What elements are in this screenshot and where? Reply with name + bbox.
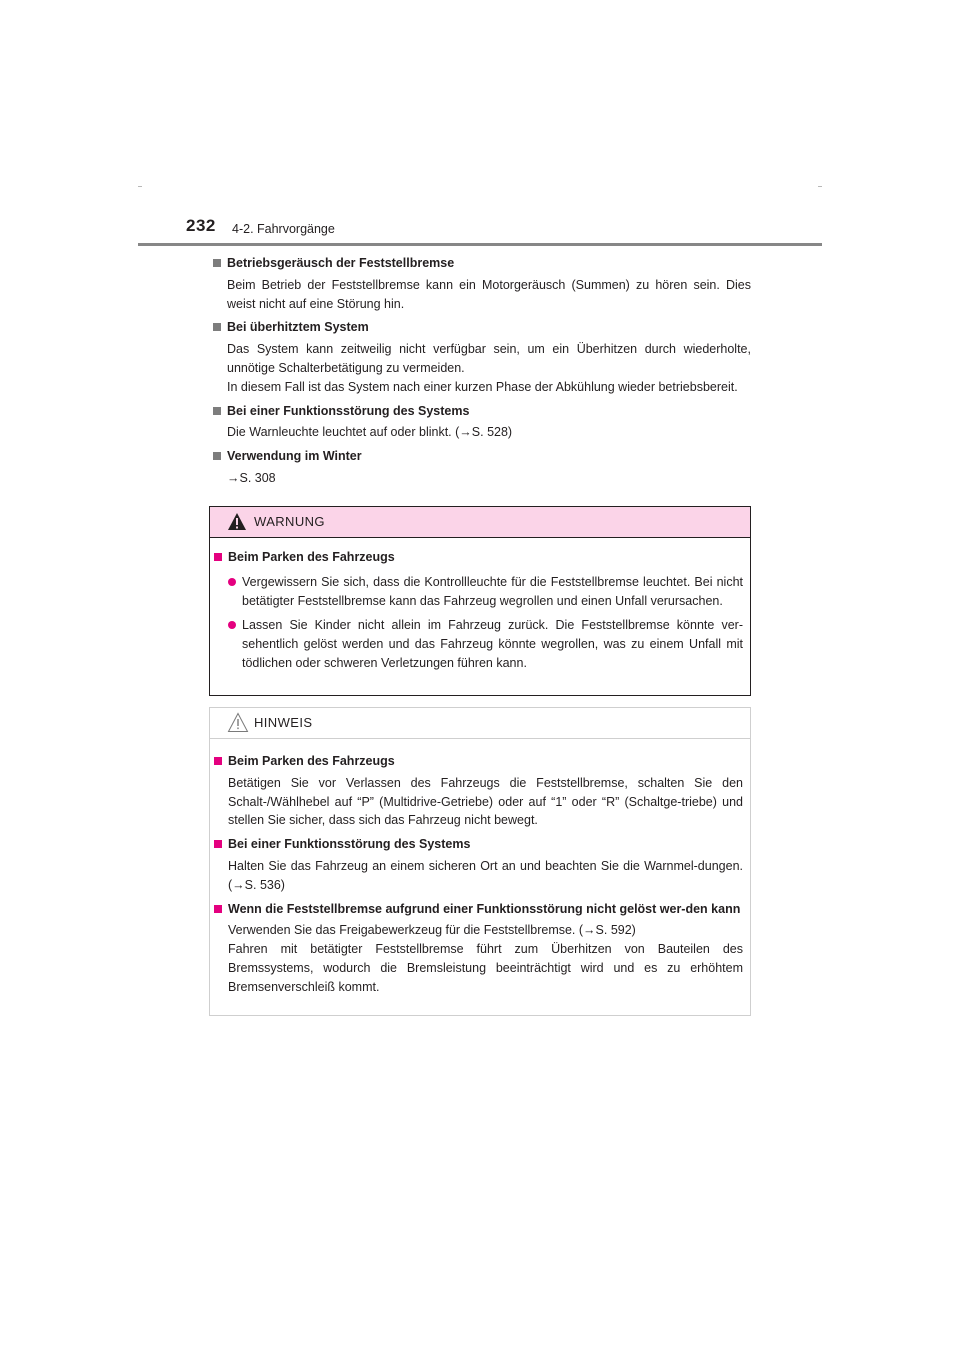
crop-mark-right — [818, 186, 822, 187]
square-bullet-icon — [214, 757, 222, 765]
square-bullet-icon — [213, 259, 221, 267]
square-bullet-icon — [214, 905, 222, 913]
circle-bullet-icon — [228, 621, 236, 629]
square-bullet-icon — [213, 452, 221, 460]
caution-triangle-icon — [227, 712, 249, 733]
notice-section-body: Halten Sie das Fahrzeug an einem sicheren Ort an und beachten Sie die Warnmel-dungen. (→S. 536) — [228, 858, 743, 892]
warning-heading: Beim Parken des Fahrzeugs — [212, 548, 743, 567]
circle-bullet-icon — [228, 578, 236, 586]
warning-bullet: Vergewissern Sie sich, dass die Kontrollleuchte für die Feststellbremse leuchtet. Bei nicht betätigter Feststellbremse kann das Fahrzeug wegrollen und einen Unfall verursachen. — [212, 573, 743, 611]
crop-mark-left — [138, 186, 142, 187]
section-heading: Bei überhitztem System — [211, 318, 751, 337]
main-content — [211, 254, 751, 488]
notice-heading: Bei einer Funktionsstörung des Systems — [212, 835, 743, 854]
section-heading: Bei einer Funktionsstörung des Systems — [211, 402, 751, 421]
page-number: 232 — [186, 216, 216, 235]
notice-section-body: Betätigen Sie vor Verlassen des Fahrzeugs die Feststellbremse, schalten Sie den Schalt-/Wählhebel auf “P” (Multidrive-Getriebe) oder auf “1” oder “R” (Schaltge-triebe) und stellen Sie sicher, dass sich das Fahrzeug nicht bewegt. — [228, 775, 743, 828]
square-bullet-icon — [213, 323, 221, 331]
section-body: →S. 308 — [227, 470, 276, 485]
header-rule — [138, 243, 822, 246]
square-bullet-icon — [213, 407, 221, 415]
notice-section-body: Verwenden Sie das Freigabewerkzeug für die Feststellbremse. (→S. 592) Fahren mit betätigter Feststellbremse führt zum Überhitzen von Bauteilen des Bremssystems, wodurch die Bremsleistung beeinträchtigt wird und es zu erhöhtem Bremsenverschleiß kommt. — [228, 923, 743, 994]
notice-heading: Beim Parken des Fahrzeugs — [212, 752, 743, 771]
square-bullet-icon — [214, 553, 222, 561]
notice-heading: Wenn die Feststellbremse aufgrund einer Funktionsstörung nicht gelöst wer-den kann — [212, 900, 743, 919]
square-bullet-icon — [214, 840, 222, 848]
warning-title: WARNUNG — [254, 514, 325, 529]
notice-body — [210, 739, 750, 997]
notice-header — [210, 708, 750, 739]
notice-box — [209, 707, 751, 1016]
warning-header — [210, 507, 750, 538]
section-body: Die Warnleuchte leuchtet auf oder blinkt. (→S. 528) — [227, 425, 513, 440]
warning-box — [209, 506, 751, 696]
warning-body — [210, 538, 750, 673]
notice-title: HINWEIS — [254, 715, 313, 730]
section-title: 4-2. Fahrvorgänge — [232, 222, 335, 236]
section-body: Das System kann zeitweilig nicht verfügbar sein, um ein Überhitzen durch wiederholte, unnötige Schalterbetätigung zu vermeiden. In diesem Fall ist das System nach einer kurzen Phase der Abkühlung wieder betriebsbereit. — [227, 342, 751, 394]
section-body: Beim Betrieb der Feststellbremse kann ein Motorgeräusch (Summen) zu hören sein. Dies weist nicht auf eine Störung hin. — [227, 277, 751, 311]
warning-triangle-icon — [227, 512, 247, 531]
section-heading: Betriebsgeräusch der Feststellbremse — [211, 254, 751, 273]
warning-bullet: Lassen Sie Kinder nicht allein im Fahrzeug zurück. Die Feststellbremse könnte ver-sehentlich gelöst werden und das Fahrzeug könnte wegrollen, was zu einem Unfall mit tödlichen oder schweren Verletzungen führen kann. — [212, 616, 743, 672]
section-heading: Verwendung im Winter — [211, 447, 751, 466]
